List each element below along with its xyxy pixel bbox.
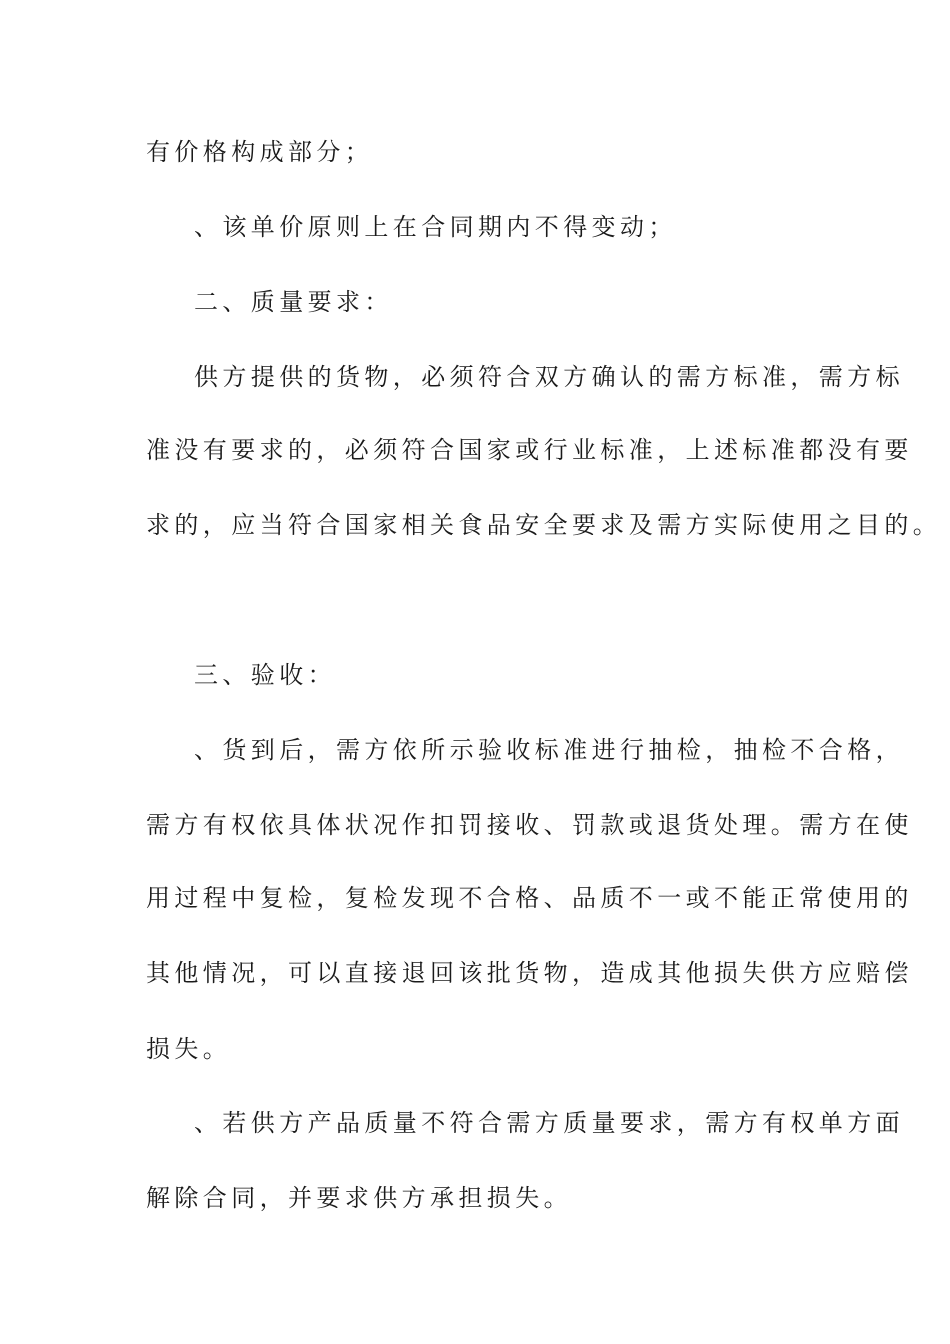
section-heading-acceptance: 三、验收： <box>194 661 336 689</box>
clause-line: 、该单价原则上在合同期内不得变动； <box>194 213 677 241</box>
paragraph-line: 其他情况，可以直接退回该批货物，造成其他损失供方应赔偿 <box>146 959 913 987</box>
paragraph-line: 损失。 <box>146 1035 232 1063</box>
clause-line: 、货到后，需方依所示验收标准进行抽检，抽检不合格， <box>194 736 904 764</box>
section-heading-quality: 二、质量要求： <box>194 288 393 316</box>
paragraph-line: 用过程中复检，复检发现不合格、品质不一或不能正常使用的 <box>146 884 913 912</box>
clause-line: 、若供方产品质量不符合需方质量要求，需方有权单方面 <box>194 1109 904 1137</box>
paragraph-line: 准没有要求的，必须符合国家或行业标准，上述标准都没有要 <box>146 436 913 464</box>
paragraph-line: 求的，应当符合国家相关食品安全要求及需方实际使用之目的。 <box>146 511 942 539</box>
paragraph-line: 解除合同，并要求供方承担损失。 <box>146 1184 572 1212</box>
paragraph-line: 需方有权依具体状况作扣罚接收、罚款或退货处理。需方在使 <box>146 811 913 839</box>
paragraph-line: 供方提供的货物，必须符合双方确认的需方标准，需方标 <box>194 363 904 391</box>
paragraph-line: 有价格构成部分； <box>146 138 374 166</box>
